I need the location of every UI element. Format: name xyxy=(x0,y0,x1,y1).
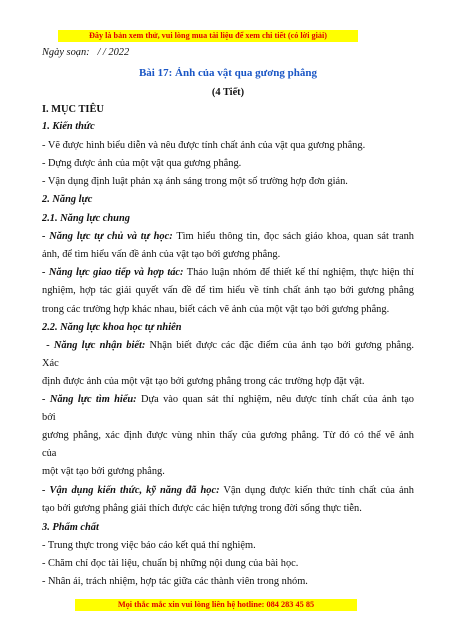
section-heading-objectives: I. MỤC TIÊU xyxy=(42,104,104,115)
hotline-footer: Mọi thắc mắc xin vui lòng liên hệ hotline: 084 283 45 85 xyxy=(75,599,357,611)
competence-5-cont: tạo bởi gương phẳng giải thích được các hiện tượng trong đời sống thực tiễn. xyxy=(42,503,362,514)
lesson-subtitle: (4 Tiết) xyxy=(211,87,245,98)
quality-2: - Chăm chỉ đọc tài liệu, chuẩn bị những nội dung của bài học. xyxy=(42,558,299,569)
competence-4-cont-1: gương phẳng, xác định được vùng nhìn thấy của gương phẳng. Từ đó có thể vẽ ảnh xyxy=(42,430,414,441)
competence-5 xyxy=(42,484,414,497)
competence-2-cont-2: trong các trường hợp khác nhau, biết cách vẽ ảnh của một vật tạo bởi gương phẳng. xyxy=(42,304,390,315)
competence-3 xyxy=(42,339,414,352)
date-label: Ngày soạn xyxy=(42,47,87,58)
heading-competence: 2. Năng lực xyxy=(42,194,93,205)
quality-3: - Nhân ái, trách nhiệm, hợp tác giữa các thành viên trong nhóm. xyxy=(42,576,308,587)
competence-5-label: - Vận dụng kiến thức, kỹ năng đã học: xyxy=(42,485,220,496)
competence-4-label: - Năng lực tìm hiểu: xyxy=(42,394,137,405)
knowledge-item-2: - Dựng được ảnh của một vật qua gương phẳng. xyxy=(42,158,242,169)
competence-2-cont-1: nghiệm, hợp tác giải quyết vấn đề để tìm hiểu về tính chất ảnh tạo bởi gương phẳng xyxy=(42,285,414,296)
date-line: Ngày soạn: / / 2022 xyxy=(42,47,130,58)
document-page xyxy=(42,0,414,637)
knowledge-item-1: - Vẽ được hình biểu diễn và nêu được tính chất ảnh của vật qua gương phẳng. xyxy=(42,140,366,151)
competence-1 xyxy=(42,230,414,243)
competence-1-text: Tìm hiểu thông tin, đọc sách giáo khoa, quan sát tranh xyxy=(172,231,414,242)
competence-4-x: bởi xyxy=(42,412,56,423)
competence-1-label: - Năng lực tự chủ và tự học: xyxy=(42,231,173,242)
knowledge-item-3: - Vận dụng định luật phản xạ ánh sáng trong một số trường hợp đơn giản. xyxy=(42,176,348,187)
competence-3-x: Xác xyxy=(42,358,59,369)
competence-2 xyxy=(42,266,414,279)
lesson-title: Bài 17: Ảnh của vật qua gương phẳng xyxy=(138,67,318,79)
heading-knowledge: 1. Kiến thức xyxy=(42,121,95,132)
competence-1-cont: ảnh, để tìm hiểu vấn đề ảnh của vật tạo bởi gương phẳng. xyxy=(42,249,281,260)
competence-4-cont-2: một vật tạo bởi gương phẳng. xyxy=(42,466,165,477)
heading-science-competence: 2.2. Năng lực khoa học tự nhiên xyxy=(42,322,182,333)
competence-4 xyxy=(42,393,414,406)
competence-3-text: Nhận biết được các đặc điểm của ảnh tạo bởi gương phẳng. xyxy=(145,340,414,351)
competence-5-text: Vận dụng được kiến thức tính chất của ảnh xyxy=(219,485,414,496)
competence-3-label: - Năng lực nhận biết: xyxy=(46,340,146,351)
competence-4-x2: của xyxy=(42,448,57,459)
preview-banner: Đây là bản xem thử, vui lòng mua tài liệu để xem chi tiết (có lời giải) xyxy=(58,30,358,42)
quality-1: - Trung thực trong việc báo cáo kết quả thí nghiệm. xyxy=(42,540,256,551)
competence-2-text: Thảo luận nhóm để thiết kế thí nghiệm, thực hiện thí xyxy=(183,267,415,278)
competence-3-cont: định được ảnh của một vật tạo bởi gương phẳng trong các trường hợp đặt vật. xyxy=(42,376,365,387)
heading-general-competence: 2.1. Năng lực chung xyxy=(42,213,130,224)
heading-qualities: 3. Phẩm chất xyxy=(42,522,99,533)
competence-4-text: Dựa vào quan sát thí nghiệm, nêu được tính chất của ảnh tạo xyxy=(136,394,415,405)
competence-2-label: - Năng lực giao tiếp và hợp tác: xyxy=(42,267,184,278)
date-value: / / 2022 xyxy=(97,47,130,58)
